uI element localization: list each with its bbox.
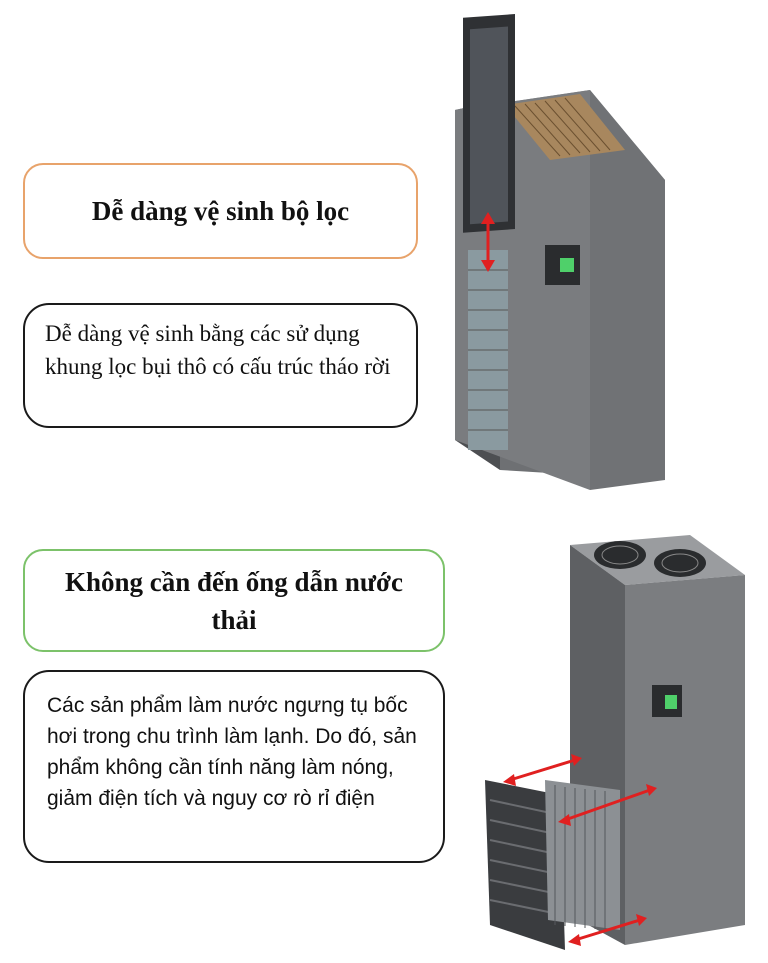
section2-title: Không cần đến ống dẫn nước thải <box>64 566 403 635</box>
section1-description-box <box>23 303 418 428</box>
cabinet-front-face <box>625 575 745 945</box>
filter-mesh-panel <box>545 780 620 930</box>
section2-title-box <box>23 549 445 652</box>
section1-title: Dễ dàng vệ sinh bộ lọc <box>91 195 350 226</box>
section1-title-box <box>23 163 418 259</box>
air-conditioner-fan-illustration <box>470 525 760 955</box>
section1-description: Dễ dàng vệ sinh bằng các sử dụng khung lọc bụi thô có cấu trúc tháo rời <box>45 321 391 379</box>
section2-description-box <box>23 670 445 863</box>
section2-description: Các sản phẩm làm nước ngưng tụ bốc hơi trong chu trình làm lạnh. Do đó, sản phẩm không cần tính năng làm nóng, giảm điện tích và nguy cơ rò rỉ điện <box>47 694 417 810</box>
air-conditioner-filter-illustration <box>430 10 680 500</box>
